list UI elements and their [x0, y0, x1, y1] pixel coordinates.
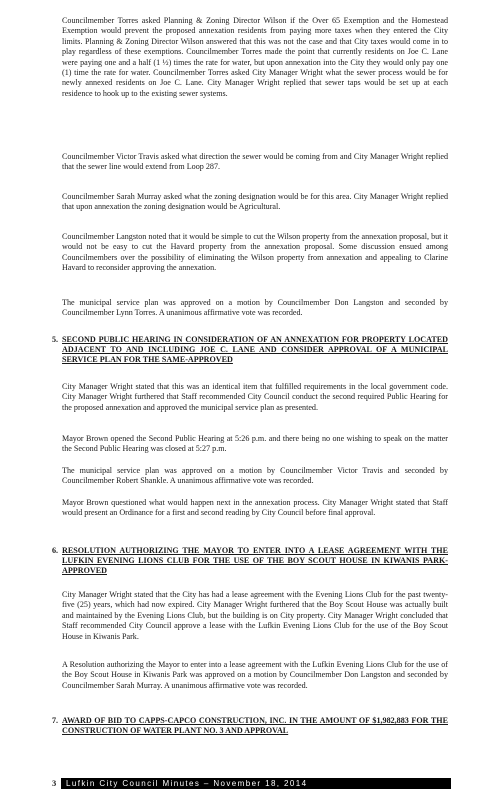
agenda-item-6 — [52, 546, 448, 577]
agenda-item-7 — [52, 716, 448, 736]
paragraph-murray-zoning: Councilmember Sarah Murray asked what the zoning designation would be for this area. City Manager Wright replied that upon annexation the zoning designation would be Agricultural. — [62, 192, 448, 212]
item-number: 7. — [52, 716, 59, 725]
item-title: RESOLUTION AUTHORIZING THE MAYOR TO ENTER INTO A LEASE AGREEMENT WITH THE LUFKIN EVENING LIONS CLUB FOR THE USE OF THE BOY SCOUT HOUSE IN KIWANIS PARK-APPROVED — [62, 546, 448, 576]
item-number: 5. — [52, 335, 59, 344]
page-footer — [52, 778, 452, 789]
paragraph-lease-resolution-vote: A Resolution authorizing the Mayor to enter into a lease agreement with the Lufkin Evening Lions Club for the use of the Boy Scout House in Kiwanis Park was approved on a motion by Councilmember Don Langston and seconded by Councilmember Sarah Murray. A unanimous affirmative vote was recorded. — [62, 660, 448, 690]
paragraph-lions-club-lease: City Manager Wright stated that the City has had a lease agreement with the Evening Lions Club for the past twenty-five (25) years, which had now expired. City Manager Wright furthered that the Boy Scout House was actually built and maintained by the Evening Lions Club, but the building is on City property. City Manager Wright concluded that Staff recommended City Council approve a lease with the Lufkin Evening Lions Club for the use of the Boy Scout House in Kiwanis Park. — [62, 590, 448, 641]
page-number: 3 — [52, 778, 57, 788]
item-title: AWARD OF BID TO CAPPS-CAPCO CONSTRUCTION, INC. IN THE AMOUNT OF $1,982,883 FOR THE CONSTRUCTION OF WATER PLANT NO. 3 AND APPROVAL — [62, 716, 448, 736]
paragraph-travis-sewer: Councilmember Victor Travis asked what direction the sewer would be coming from and City Manager Wright replied that the sewer line would extend from Loop 287. — [62, 152, 448, 172]
paragraph-service-plan-vote-1: The municipal service plan was approved on a motion by Councilmember Don Langston and seconded by Councilmember Lynn Torres. A unanimous affirmative vote was recorded. — [62, 298, 448, 318]
paragraph-torres-exemptions: Councilmember Torres asked Planning & Zoning Director Wilson if the Over 65 Exemption and the Homestead Exemption would prevent the proposed annexation residents from paying more taxes when they entered the City limits. Planning & Zoning Director Wilson answered that this was not the case and that City taxes would come in to play regardless of these exemptions. Councilmember Torres made the point that currently residents on Joe C. Lane were paying one and a half (1 ½) times the rate for water, but upon annexation into the City they would only pay one (1) time the rate for water. Councilmember Torres asked City Manager Wright what the sewer process would be for newly annexed residents on Joe C. Lane. City Manager Wright replied that sewer taps would be set up at each residence to hook up to the existing sewer systems. — [62, 16, 448, 98]
item-number: 6. — [52, 546, 59, 555]
paragraph-brown-hearing-times: Mayor Brown opened the Second Public Hearing at 5:26 p.m. and there being no one wishing to speak on the matter the Second Public Hearing was closed at 5:27 p.m. — [62, 434, 448, 454]
paragraph-brown-next-steps: Mayor Brown questioned what would happen next in the annexation process. City Manager Wright stated that Staff would present an Ordinance for a first and second reading by City Council before final approval. — [62, 498, 448, 518]
footer-title: Lufkin City Council Minutes – November 18, 2014 — [66, 779, 308, 788]
paragraph-wright-second-hearing: City Manager Wright stated that this was an identical item that fulfilled requirements in the local government code. City Manager Wright furthered that Staff recommended City Council conduct the second required Public Hearing for the proposed annexation and approved the municipal service plan as presented. — [62, 382, 448, 412]
paragraph-langston-annexation: Councilmember Langston noted that it would be simple to cut the Wilson property from the annexation proposal, but it would not be easy to cut the Havard property from the annexation proposal. Some discussion ensued among Councilmembers over the possibility of eliminating the Wilson property from annexation and appealing to Clarine Havard to reconsider approving the annexation. — [62, 232, 448, 273]
agenda-item-5 — [52, 335, 448, 366]
item-title: SECOND PUBLIC HEARING IN CONSIDERATION OF AN ANNEXATION FOR PROPERTY LOCATED ADJACENT TO AND INCLUDING JOE C. LANE AND CONSIDER APPROVAL OF A MUNICIPAL SERVICE PLAN FOR THE SAME-APPROVED — [62, 335, 448, 365]
paragraph-service-plan-vote-2: The municipal service plan was approved on a motion by Councilmember Victor Travis and seconded by Councilmember Robert Shankle. A unanimous affirmative vote was recorded. — [62, 466, 448, 486]
